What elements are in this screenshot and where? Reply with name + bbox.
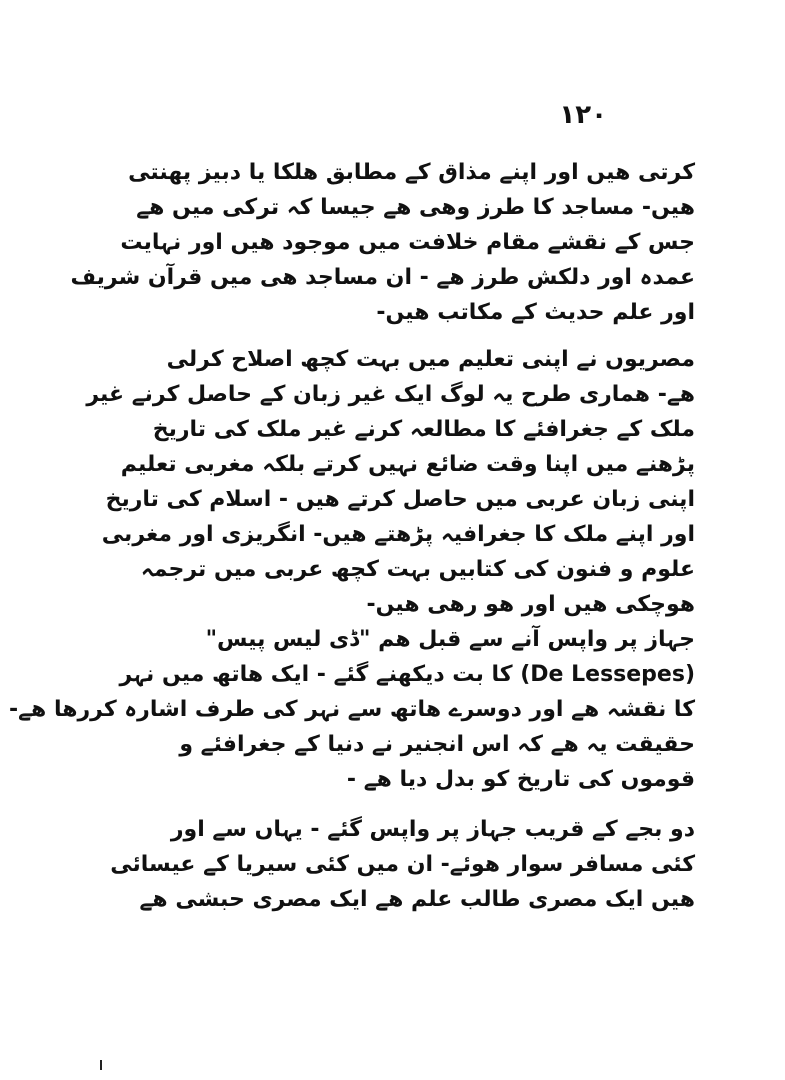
text-line: ھیں ایک مصری طالب علم ھے ایک مصری حبشی ھے: [139, 887, 695, 912]
text-line: اور اپنے ملک کا جغرافیہ پڑھتے ھیں- انگریزی اور مغربی: [101, 522, 695, 547]
text-line: قوموں کی تاریخ کو بدل دیا ھے -: [346, 767, 695, 792]
text-line: جہاز پر واپس آنے سے قبل ھم "ڈی لیس پیس": [205, 627, 695, 652]
text-line: حقیقت یہ ھے کہ اس انجنیر نے دنیا کے جغرافئے و: [179, 732, 695, 757]
text-line: اور علم حدیث کے مکاتب ھیں-: [376, 300, 695, 325]
paragraph-4: [85, 812, 695, 917]
text-line: پڑھنے میں اپنا وقت ضائع نہیں کرتے بلکہ مغربی تعلیم: [120, 452, 695, 477]
text-line: ھیں- مساجد کا طرز وھی ھے جیسا کہ ترکی میں ھے: [136, 195, 695, 220]
text-line: ملک کے جغرافئے کا مطالعہ کرنے غیر ملک کی تاریخ: [152, 417, 695, 442]
text-line: کا نقشہ ھے اور دوسرے ھاتھ سے نہر کی طرف اشارہ کررھا ھے-: [9, 697, 695, 722]
margin-mark: [100, 1060, 102, 1070]
text-line: کئی مسافر سوار ھوئے- ان میں کئی سیریا کے عیسائی: [110, 852, 695, 877]
text-line: ھے- ھماری طرح یہ لوگ ایک غیر زبان کے حاصل کرنے غیر: [86, 382, 695, 407]
text-line: دو بجے کے قریب جہاز پر واپس گئے - یہاں سے اور: [170, 817, 695, 842]
paragraph-3: [9, 622, 695, 797]
paragraph-2: [85, 342, 695, 622]
text-line: مصریوں نے اپنی تعلیم میں بہت کچھ اصلاح کرلی: [166, 347, 695, 372]
paragraph-1: [70, 155, 695, 330]
text-line: (De Lessepes) کا بت دیکھنے گئے - ایک ھاتھ میں نہر: [119, 662, 695, 687]
text-line: اپنی زبان عربی میں حاصل کرتے ھیں - اسلام کی تاریخ: [105, 487, 695, 512]
text-line: جس کے نقشے مقام خلافت میں موجود ھیں اور نہایت: [120, 230, 695, 255]
text-line: کرتی ھیں اور اپنے مذاق کے مطابق ھلکا یا دبیز پھنتی: [128, 160, 695, 185]
text-line: علوم و فنون کی کتابیں بہت کچھ عربی میں ترجمہ: [140, 557, 695, 582]
text-line: ھوچکی ھیں اور ھو رھی ھیں-: [366, 592, 695, 617]
text-line: عمدہ اور دلکش طرز ھے - ان مساجد ھی میں قرآن شریف: [70, 265, 695, 290]
page-number: ۱۲۰: [559, 100, 607, 130]
